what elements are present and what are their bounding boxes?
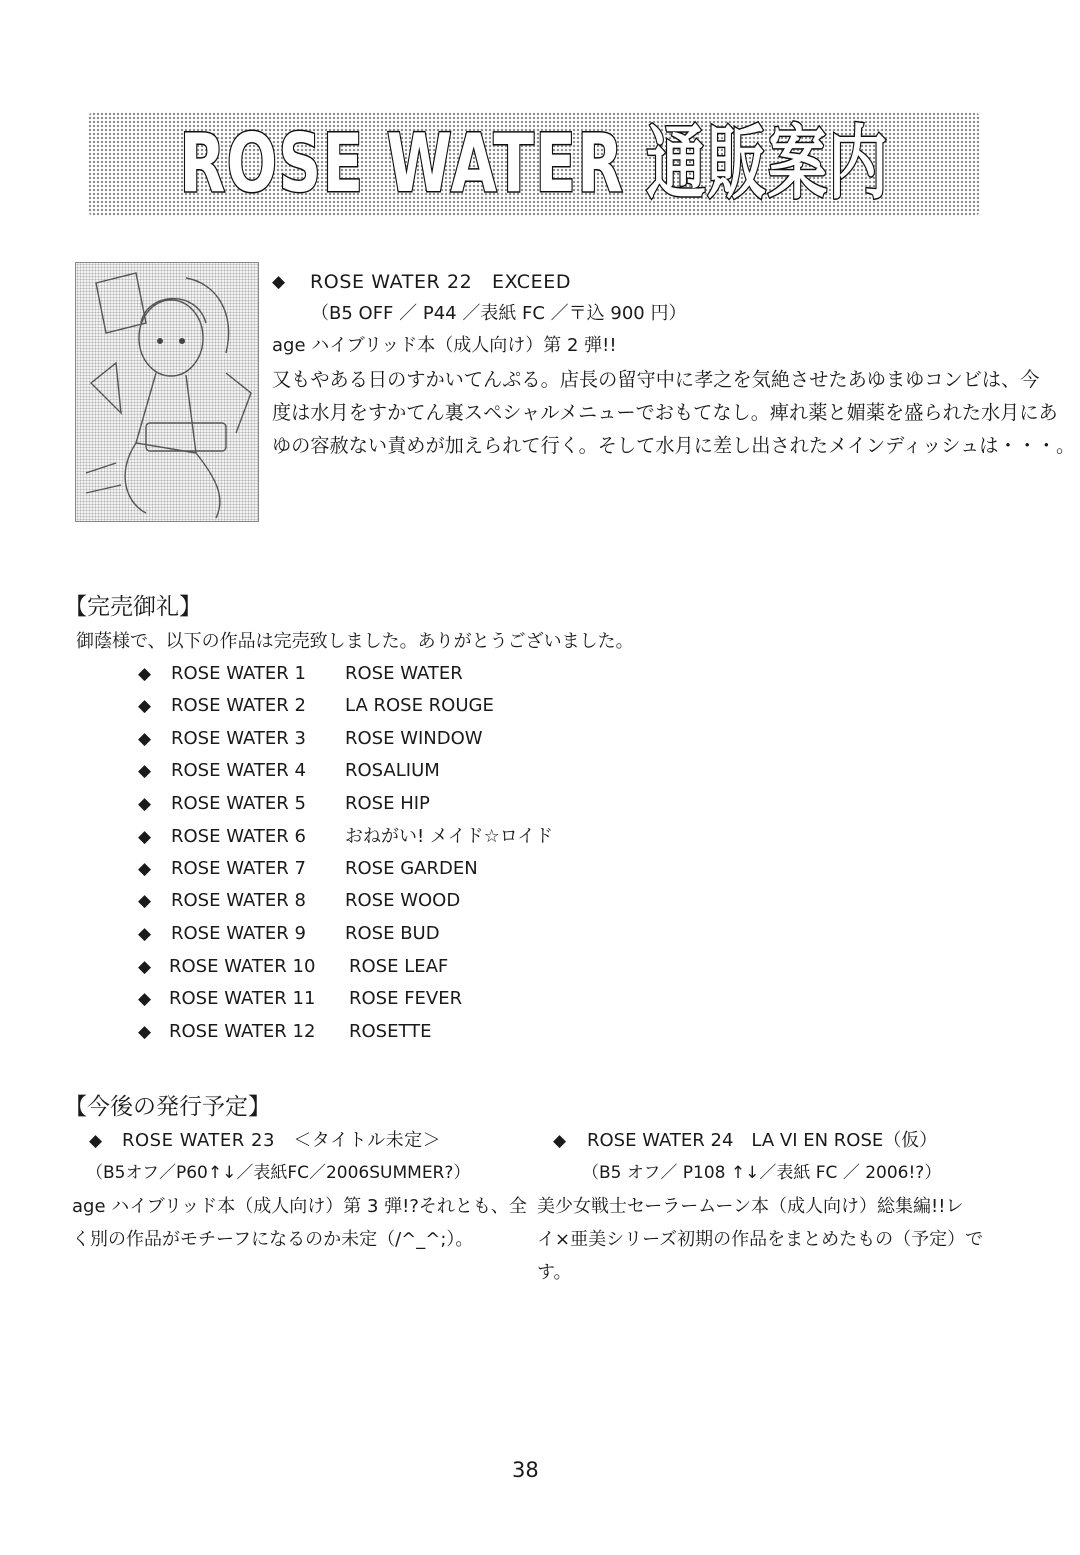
sold-out-issue: ROSE WATER 9 bbox=[171, 923, 306, 944]
sold-out-issue: ROSE WATER 12 bbox=[169, 1021, 316, 1042]
list-bullet-icon: ◆ bbox=[138, 957, 152, 977]
sold-out-issue: ROSE WATER 3 bbox=[171, 728, 306, 749]
upcoming-bullet-icon: ◆ bbox=[553, 1131, 567, 1151]
list-bullet-icon: ◆ bbox=[138, 891, 152, 911]
upcoming-left-title: ROSE WATER 23 ＜タイトル未定＞ bbox=[122, 1130, 442, 1151]
upcoming-right-line: す。 bbox=[537, 1262, 572, 1283]
list-bullet-icon: ◆ bbox=[138, 1022, 152, 1042]
list-bullet-icon: ◆ bbox=[138, 924, 152, 944]
upcoming-left-specs: （B5オフ／P60↑↓／表紙FC／2006SUMMER?） bbox=[86, 1163, 471, 1183]
list-bullet-icon: ◆ bbox=[138, 989, 152, 1009]
sold-out-title: ROSE WATER bbox=[345, 663, 463, 684]
upcoming-heading: 【今後の発行予定】 bbox=[64, 1094, 271, 1120]
sold-out-intro: 御蔭様で、以下の作品は完売致しました。ありがとうございました。 bbox=[76, 631, 634, 652]
featured-description-line: 又もやある日のすかいてんぷる。店長の留守中に孝之を気絶させたあゆまゆコンビは、今 bbox=[272, 368, 1040, 391]
list-bullet-icon: ◆ bbox=[138, 696, 152, 716]
upcoming-right-line: イ×亜美シリーズ初期の作品をまとめたもの（予定）で bbox=[537, 1229, 984, 1250]
sold-out-issue: ROSE WATER 1 bbox=[171, 663, 306, 684]
sold-out-issue: ROSE WATER 8 bbox=[171, 890, 306, 911]
list-bullet-icon: ◆ bbox=[138, 761, 152, 781]
upcoming-right-specs: （B5 オフ／ P108 ↑↓／表紙 FC ／ 2006!?） bbox=[582, 1163, 942, 1183]
list-bullet-icon: ◆ bbox=[138, 827, 152, 847]
featured-title: ROSE WATER 22 EXCEED bbox=[310, 271, 572, 293]
sold-out-issue: ROSE WATER 7 bbox=[171, 858, 306, 879]
sold-out-title: ROSE HIP bbox=[345, 793, 430, 814]
page-number: 38 bbox=[512, 1458, 539, 1482]
list-bullet-icon: ◆ bbox=[138, 859, 152, 879]
sold-out-issue: ROSE WATER 4 bbox=[171, 760, 306, 781]
sold-out-title: ROSE BUD bbox=[345, 923, 440, 944]
sold-out-title: ROSE GARDEN bbox=[345, 858, 478, 879]
featured-description-line: 度は水月をすかてん裏スペシャルメニューでおもてなし。痺れ薬と媚薬を盛られた水月にあ bbox=[272, 401, 1058, 424]
sold-out-issue: ROSE WATER 5 bbox=[171, 793, 306, 814]
page-title: ROSE WATER 通販案内 bbox=[179, 117, 889, 210]
sold-out-title: ROSE FEVER bbox=[349, 988, 463, 1009]
sold-out-title: LA ROSE ROUGE bbox=[345, 695, 494, 716]
sold-out-title: ROSE WOOD bbox=[345, 890, 461, 911]
sold-out-heading: 【完売御礼】 bbox=[64, 594, 202, 620]
sold-out-title: ROSALIUM bbox=[345, 760, 440, 781]
sold-out-issue: ROSE WATER 10 bbox=[169, 956, 316, 977]
sold-out-issue: ROSE WATER 11 bbox=[169, 988, 316, 1009]
sold-out-issue: ROSE WATER 6 bbox=[171, 826, 306, 847]
sold-out-title: ROSETTE bbox=[349, 1021, 432, 1042]
upcoming-left-line: age ハイブリッド本（成人向け）第 3 弾!?それとも、全 bbox=[72, 1196, 527, 1217]
upcoming-left-line: く別の作品がモチーフになるのか未定（/^_^;）。 bbox=[72, 1229, 474, 1250]
list-bullet-icon: ◆ bbox=[138, 794, 152, 814]
featured-bullet-icon: ◆ bbox=[272, 272, 286, 292]
featured-description-line: ゆの容赦ない責めが加えられて行く。そして水月に差し出されたメインディッシュは・・・。 bbox=[272, 434, 1076, 457]
upcoming-right-title: ROSE WATER 24 LA VI EN ROSE（仮） bbox=[587, 1130, 938, 1151]
upcoming-right-line: 美少女戦士セーラームーン本（成人向け）総集編!!レ bbox=[537, 1196, 964, 1217]
list-bullet-icon: ◆ bbox=[138, 729, 152, 749]
upcoming-bullet-icon: ◆ bbox=[89, 1131, 103, 1151]
title-banner bbox=[88, 112, 980, 216]
featured-specs: （B5 OFF ／ P44 ／表紙 FC ／〒込 900 円） bbox=[311, 303, 687, 324]
cover-illustration bbox=[75, 262, 259, 522]
sold-out-title: ROSE WINDOW bbox=[345, 728, 483, 749]
list-bullet-icon: ◆ bbox=[138, 664, 152, 684]
sold-out-title: ROSE LEAF bbox=[349, 956, 449, 977]
sold-out-issue: ROSE WATER 2 bbox=[171, 695, 306, 716]
featured-tagline: age ハイブリッド本（成人向け）第 2 弾!! bbox=[272, 335, 617, 356]
sold-out-title: おねがい! メイド☆ロイド bbox=[345, 826, 554, 847]
